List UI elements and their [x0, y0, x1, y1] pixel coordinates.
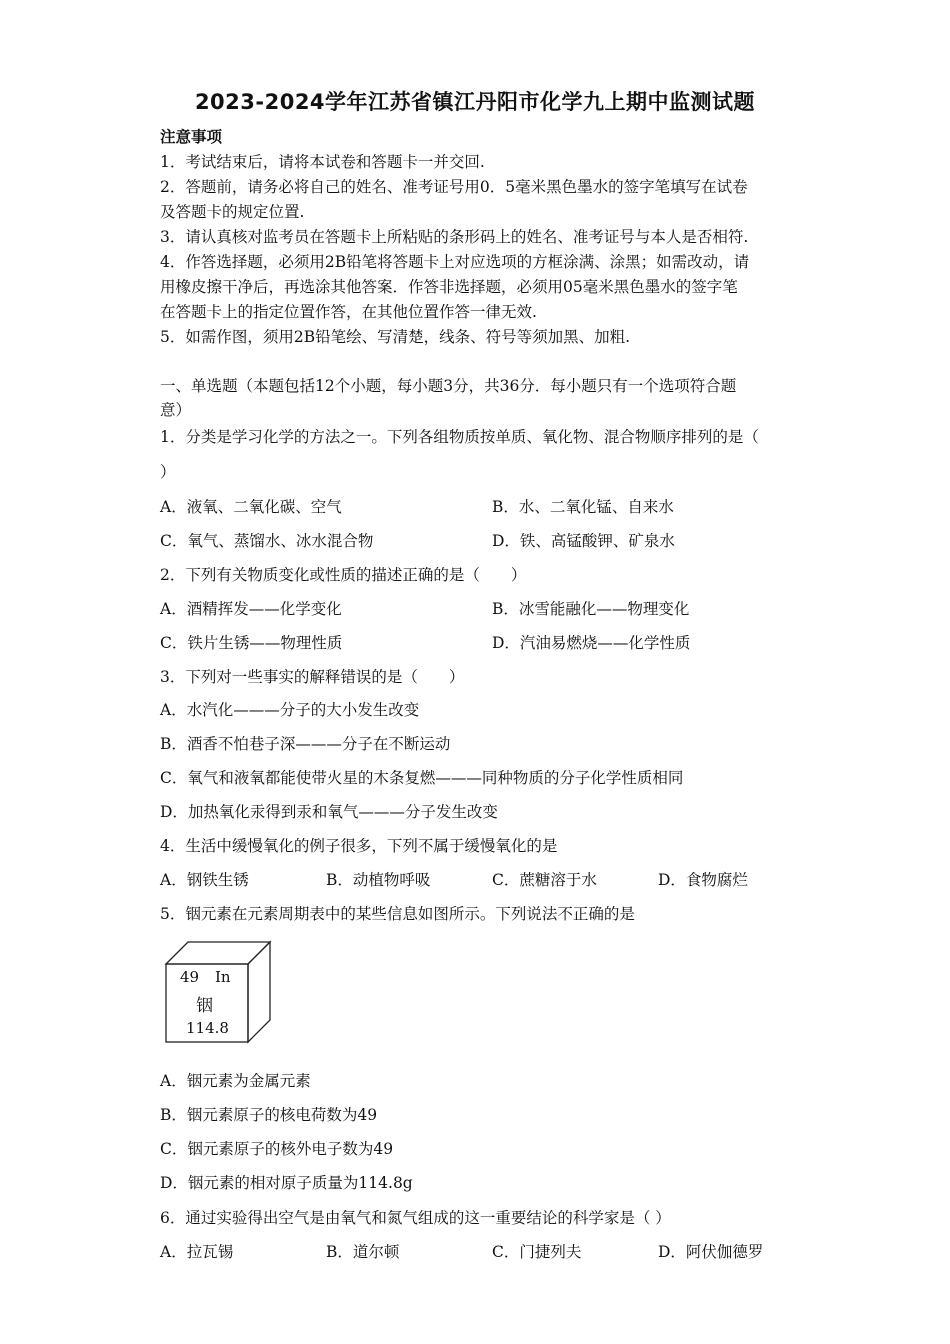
q3-option-a: A．水汽化———分子的大小发生改变 [160, 701, 420, 719]
q6-option-d: D．阿伏伽德罗 [658, 1243, 764, 1261]
q1-stem: 1．分类是学习化学的方法之一。下列各组物质按单质、氧化物、混合物顺序排列的是（ [160, 428, 759, 446]
notice-line: 3．请认真核对监考员在答题卡上所粘贴的条形码上的姓名、准考证号与本人是否相符. [160, 228, 749, 246]
q3-option-b: B．酒香不怕巷子深———分子在不断运动 [160, 735, 451, 753]
q3-option-d: D．加热氧化汞得到汞和氧气———分子发生改变 [160, 803, 498, 821]
q5-option-a: A．铟元素为金属元素 [160, 1072, 311, 1090]
q2-option-b: B．冰雪能融化——物理变化 [492, 600, 690, 618]
element-name: 铟 [196, 996, 213, 1016]
element-symbol: In [215, 968, 231, 986]
q4-option-d: D．食物腐烂 [658, 871, 748, 889]
q2-option-d: D．汽油易燃烧——化学性质 [492, 634, 691, 652]
q5-option-d: D．铟元素的相对原子质量为114.8g [160, 1174, 413, 1192]
page-title: 2023-2024学年江苏省镇江丹阳市化学九上期中监测试题 [194, 90, 756, 114]
q5-option-b: B．铟元素原子的核电荷数为49 [160, 1106, 378, 1124]
section-heading-cont: 意） [160, 401, 192, 419]
q6-stem: 6．通过实验得出空气是由氧气和氮气组成的这一重要结论的科学家是（ ） [160, 1209, 671, 1227]
q4-option-c: C．蔗糖溶于水 [492, 871, 597, 889]
notice-line: 用橡皮擦干净后，再选涂其他答案．作答非选择题，必须用05毫米黑色墨水的签字笔 [160, 278, 738, 296]
q1-option-a: A．液氧、二氧化碳、空气 [160, 498, 342, 516]
q2-option-a: A．酒精挥发——化学变化 [160, 600, 342, 618]
notice-line: 4．作答选择题，必须用2B铅笔将答题卡上对应选项的方框涂满、涂黑；如需改动，请 [160, 253, 750, 271]
notice-heading: 注意事项 [160, 127, 223, 146]
notice-line: 及答题卡的规定位置. [160, 203, 305, 221]
q4-option-a: A．钢铁生锈 [160, 871, 249, 889]
q6-option-a: A．拉瓦锡 [160, 1243, 234, 1261]
notice-line: 在答题卡上的指定位置作答，在其他位置作答一律无效. [160, 303, 537, 321]
q4-stem: 4．生活中缓慢氧化的例子很多，下列不属于缓慢氧化的是 [160, 837, 558, 855]
q1-option-c: C．氧气、蒸馏水、冰水混合物 [160, 532, 374, 550]
q3-stem: 3．下列对一些事实的解释错误的是（ ） [160, 668, 465, 686]
q2-option-c: C．铁片生锈——物理性质 [160, 634, 343, 652]
q1-option-b: B．水、二氧化锰、自来水 [492, 498, 674, 516]
notice-line: 5．如需作图，须用2B铅笔绘、写清楚，线条、符号等须加黑、加粗. [160, 328, 631, 346]
q5-stem: 5．铟元素在元素周期表中的某些信息如图所示。下列说法不正确的是 [160, 905, 635, 923]
q1-option-d: D．铁、高锰酸钾、矿泉水 [492, 532, 675, 550]
q4-option-b: B．动植物呼吸 [326, 871, 431, 889]
q5-option-c: C．铟元素原子的核外电子数为49 [160, 1140, 394, 1158]
notice-line: 1．考试结束后，请将本试卷和答题卡一并交回. [160, 153, 485, 171]
q3-option-c: C．氧气和液氧都能使带火星的木条复燃———同种物质的分子化学性质相同 [160, 769, 684, 787]
q1-stem-end: ） [160, 463, 176, 481]
q6-option-b: B．道尔顿 [326, 1243, 400, 1261]
notice-line: 2．答题前，请务必将自己的姓名、准考证号用0．5毫米黑色墨水的签字笔填写在试卷 [160, 178, 748, 196]
section-heading: 一、单选题（本题包括12个小题，每小题3分，共36分．每小题只有一个选项符合题 [160, 377, 737, 395]
q2-stem: 2．下列有关物质变化或性质的描述正确的是（ ） [160, 566, 527, 584]
q6-option-c: C．门捷列夫 [492, 1243, 582, 1261]
element-atomic-mass: 114.8 [186, 1019, 229, 1037]
element-atomic-number: 49 [180, 968, 200, 986]
